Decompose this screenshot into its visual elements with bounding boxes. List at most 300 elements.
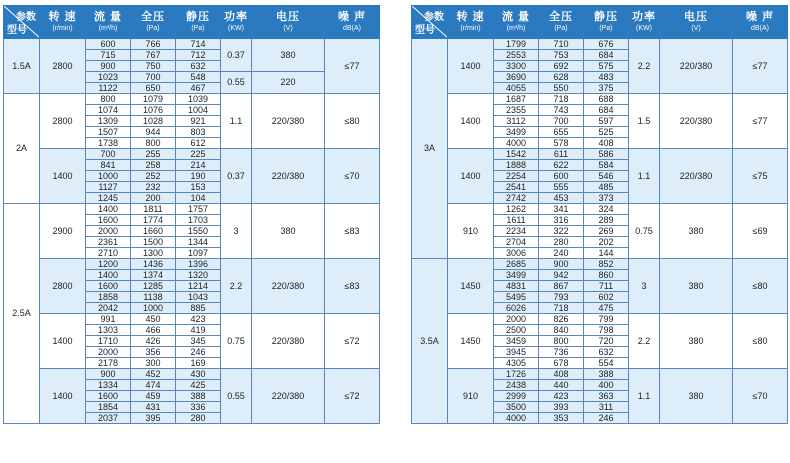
- total-pressure-cell: 550: [539, 83, 584, 94]
- header-total-p-unit: (Pa): [554, 25, 568, 32]
- total-pressure-cell: 1285: [131, 281, 176, 292]
- noise-cell: ≤70: [733, 369, 788, 424]
- total-pressure-cell: 1811: [131, 204, 176, 215]
- static-pressure-cell: 423: [176, 314, 221, 325]
- static-pressure-cell: 714: [176, 39, 221, 50]
- table-row: [412, 94, 788, 105]
- total-pressure-cell: 600: [539, 171, 584, 182]
- left-spec-table: [3, 5, 379, 424]
- static-pressure-cell: 1039: [176, 94, 221, 105]
- static-pressure-cell: 311: [584, 402, 629, 413]
- flow-cell: 2234: [494, 226, 539, 237]
- total-pressure-cell: 1300: [131, 248, 176, 259]
- model-cell: 1.5A: [4, 39, 40, 94]
- flow-cell: 1309: [86, 116, 131, 127]
- header-param-label: 参数: [424, 12, 444, 23]
- noise-cell: ≤72: [325, 369, 380, 424]
- header-noise-cell: [325, 6, 380, 39]
- table-row: [4, 39, 380, 50]
- total-pressure-cell: 1076: [131, 105, 176, 116]
- flow-cell: 2553: [494, 50, 539, 61]
- static-pressure-cell: 860: [584, 270, 629, 281]
- flow-cell: 4000: [494, 138, 539, 149]
- static-pressure-cell: 1043: [176, 292, 221, 303]
- header-static-p-unit: (Pa): [599, 25, 613, 32]
- static-pressure-cell: 375: [584, 83, 629, 94]
- flow-cell: 900: [86, 61, 131, 72]
- voltage-cell: 220/380: [252, 149, 325, 204]
- static-pressure-cell: 202: [584, 237, 629, 248]
- static-pressure-cell: 684: [584, 50, 629, 61]
- total-pressure-cell: 1079: [131, 94, 176, 105]
- static-pressure-cell: 1214: [176, 281, 221, 292]
- total-pressure-cell: 423: [539, 391, 584, 402]
- power-cell: 2.2: [629, 39, 660, 94]
- flow-cell: 1858: [86, 292, 131, 303]
- flow-cell: 1122: [86, 83, 131, 94]
- static-pressure-cell: 345: [176, 336, 221, 347]
- flow-cell: 5495: [494, 292, 539, 303]
- speed-cell: 1450: [448, 314, 494, 369]
- flow-cell: 2000: [494, 314, 539, 325]
- power-cell: 3: [221, 204, 252, 259]
- flow-cell: 991: [86, 314, 131, 325]
- flow-cell: 2042: [86, 303, 131, 314]
- header-total-p-cell: [131, 6, 176, 39]
- total-pressure-cell: 240: [539, 248, 584, 259]
- total-pressure-cell: 578: [539, 138, 584, 149]
- header-noise-label: 噪 声: [337, 11, 367, 23]
- right-spec-table: [411, 5, 787, 424]
- header-model-label: 型号: [415, 25, 435, 36]
- total-pressure-cell: 942: [539, 270, 584, 281]
- power-cell: 1.1: [629, 149, 660, 204]
- total-pressure-cell: 650: [131, 83, 176, 94]
- static-pressure-cell: 852: [584, 259, 629, 270]
- total-pressure-cell: 426: [131, 336, 176, 347]
- total-pressure-cell: 341: [539, 204, 584, 215]
- header-power-cell: [221, 6, 252, 39]
- static-pressure-cell: 467: [176, 83, 221, 94]
- total-pressure-cell: 280: [539, 237, 584, 248]
- static-pressure-cell: 289: [584, 215, 629, 226]
- total-pressure-cell: 1774: [131, 215, 176, 226]
- static-pressure-cell: 688: [584, 94, 629, 105]
- static-pressure-cell: 1396: [176, 259, 221, 270]
- noise-cell: ≤77: [733, 94, 788, 149]
- static-pressure-cell: 799: [584, 314, 629, 325]
- static-pressure-cell: 483: [584, 72, 629, 83]
- flow-cell: 1600: [86, 215, 131, 226]
- static-pressure-cell: 1757: [176, 204, 221, 215]
- flow-cell: 1200: [86, 259, 131, 270]
- header-static-p-label: 静压: [186, 11, 210, 23]
- total-pressure-cell: 1500: [131, 237, 176, 248]
- speed-cell: 1400: [448, 39, 494, 94]
- noise-cell: ≤75: [733, 149, 788, 204]
- header-flow-label: 流 量: [93, 11, 123, 23]
- header-param-model-cell: [4, 6, 40, 39]
- header-row: [412, 6, 788, 39]
- speed-cell: 2800: [40, 39, 86, 94]
- static-pressure-cell: 190: [176, 171, 221, 182]
- power-cell: 1.1: [221, 94, 252, 149]
- flow-cell: 900: [86, 369, 131, 380]
- flow-cell: 2541: [494, 182, 539, 193]
- header-flow-cell: [494, 6, 539, 39]
- static-pressure-cell: 575: [584, 61, 629, 72]
- header-total-p-unit: (Pa): [146, 25, 160, 32]
- voltage-cell: 220/380: [660, 94, 733, 149]
- model-cell: 3A: [412, 39, 448, 259]
- flow-cell: 3112: [494, 116, 539, 127]
- flow-cell: 1303: [86, 325, 131, 336]
- flow-cell: 1738: [86, 138, 131, 149]
- voltage-cell: 380: [252, 204, 325, 259]
- static-pressure-cell: 632: [584, 347, 629, 358]
- static-pressure-cell: 586: [584, 149, 629, 160]
- total-pressure-cell: 300: [131, 358, 176, 369]
- static-pressure-cell: 246: [176, 347, 221, 358]
- voltage-cell: 380: [252, 39, 325, 72]
- static-pressure-cell: 554: [584, 358, 629, 369]
- model-cell: 2.5A: [4, 204, 40, 424]
- flow-cell: 2037: [86, 413, 131, 424]
- static-pressure-cell: 885: [176, 303, 221, 314]
- table-row: [4, 369, 380, 380]
- total-pressure-cell: 258: [131, 160, 176, 171]
- header-noise-unit: dB(A): [751, 25, 769, 32]
- flow-cell: 1245: [86, 193, 131, 204]
- header-static-p-cell: [584, 6, 629, 39]
- static-pressure-cell: 1004: [176, 105, 221, 116]
- static-pressure-cell: 525: [584, 127, 629, 138]
- static-pressure-cell: 798: [584, 325, 629, 336]
- total-pressure-cell: 753: [539, 50, 584, 61]
- header-power-label: 功率: [224, 11, 248, 23]
- speed-cell: 2900: [40, 204, 86, 259]
- flow-cell: 2000: [86, 226, 131, 237]
- static-pressure-cell: 419: [176, 325, 221, 336]
- static-pressure-cell: 548: [176, 72, 221, 83]
- noise-cell: ≤77: [325, 39, 380, 94]
- flow-cell: 3690: [494, 72, 539, 83]
- table-row: [4, 259, 380, 270]
- total-pressure-cell: 474: [131, 380, 176, 391]
- header-flow-cell: [86, 6, 131, 39]
- speed-cell: 910: [448, 204, 494, 259]
- noise-cell: ≤83: [325, 259, 380, 314]
- static-pressure-cell: 720: [584, 336, 629, 347]
- header-power-label: 功率: [632, 11, 656, 23]
- total-pressure-cell: 622: [539, 160, 584, 171]
- static-pressure-cell: 214: [176, 160, 221, 171]
- flow-cell: 1023: [86, 72, 131, 83]
- static-pressure-cell: 711: [584, 281, 629, 292]
- power-cell: 1.1: [629, 369, 660, 424]
- header-speed-unit: (r/min): [460, 25, 481, 32]
- total-pressure-cell: 692: [539, 61, 584, 72]
- static-pressure-cell: 1097: [176, 248, 221, 259]
- voltage-cell: 220/380: [660, 149, 733, 204]
- total-pressure-cell: 628: [539, 72, 584, 83]
- static-pressure-cell: 408: [584, 138, 629, 149]
- static-pressure-cell: 269: [584, 226, 629, 237]
- total-pressure-cell: 840: [539, 325, 584, 336]
- header-static-p-cell: [176, 6, 221, 39]
- static-pressure-cell: 612: [176, 138, 221, 149]
- flow-cell: 3459: [494, 336, 539, 347]
- flow-cell: 700: [86, 149, 131, 160]
- voltage-cell: 220/380: [252, 94, 325, 149]
- power-cell: 0.75: [629, 204, 660, 259]
- total-pressure-cell: 1436: [131, 259, 176, 270]
- table-row: [4, 314, 380, 325]
- static-pressure-cell: 684: [584, 105, 629, 116]
- header-speed-cell: [40, 6, 86, 39]
- static-pressure-cell: 803: [176, 127, 221, 138]
- static-pressure-cell: 602: [584, 292, 629, 303]
- static-pressure-cell: 169: [176, 358, 221, 369]
- flow-cell: 2500: [494, 325, 539, 336]
- total-pressure-cell: 1374: [131, 270, 176, 281]
- static-pressure-cell: 373: [584, 193, 629, 204]
- flow-cell: 4831: [494, 281, 539, 292]
- static-pressure-cell: 1344: [176, 237, 221, 248]
- static-pressure-cell: 225: [176, 149, 221, 160]
- static-pressure-cell: 546: [584, 171, 629, 182]
- header-model-label: 型号: [7, 25, 27, 36]
- voltage-cell: 220/380: [660, 39, 733, 94]
- flow-cell: 2355: [494, 105, 539, 116]
- header-power-unit: (KW): [636, 25, 652, 32]
- speed-cell: 2800: [40, 94, 86, 149]
- flow-cell: 1710: [86, 336, 131, 347]
- header-voltage-label: 电压: [684, 11, 708, 23]
- flow-cell: 3300: [494, 61, 539, 72]
- speed-cell: 910: [448, 369, 494, 424]
- total-pressure-cell: 450: [131, 314, 176, 325]
- static-pressure-cell: 597: [584, 116, 629, 127]
- flow-cell: 1400: [86, 204, 131, 215]
- speed-cell: 1400: [40, 149, 86, 204]
- total-pressure-cell: 718: [539, 303, 584, 314]
- total-pressure-cell: 255: [131, 149, 176, 160]
- header-voltage-label: 电压: [276, 11, 300, 23]
- left-table: [3, 5, 380, 424]
- power-cell: 2.2: [221, 259, 252, 314]
- flow-cell: 600: [86, 39, 131, 50]
- flow-cell: 4000: [494, 413, 539, 424]
- total-pressure-cell: 395: [131, 413, 176, 424]
- table-row: [412, 204, 788, 215]
- static-pressure-cell: 584: [584, 160, 629, 171]
- flow-cell: 1854: [86, 402, 131, 413]
- model-cell: 3.5A: [412, 259, 448, 424]
- flow-cell: 1542: [494, 149, 539, 160]
- noise-cell: ≤69: [733, 204, 788, 259]
- total-pressure-cell: 466: [131, 325, 176, 336]
- static-pressure-cell: 144: [584, 248, 629, 259]
- header-voltage-unit: (V): [691, 25, 701, 32]
- total-pressure-cell: 408: [539, 369, 584, 380]
- header-static-p-unit: (Pa): [191, 25, 205, 32]
- flow-cell: 2438: [494, 380, 539, 391]
- total-pressure-cell: 767: [131, 50, 176, 61]
- table-row: [4, 94, 380, 105]
- total-pressure-cell: 655: [539, 127, 584, 138]
- header-speed-unit: (r/min): [52, 25, 73, 32]
- flow-cell: 2000: [86, 347, 131, 358]
- table-row: [412, 259, 788, 270]
- voltage-cell: 380: [660, 259, 733, 314]
- header-voltage-cell: [660, 6, 733, 39]
- static-pressure-cell: 363: [584, 391, 629, 402]
- total-pressure-cell: 316: [539, 215, 584, 226]
- static-pressure-cell: 485: [584, 182, 629, 193]
- total-pressure-cell: 826: [539, 314, 584, 325]
- header-total-p-cell: [539, 6, 584, 39]
- flow-cell: 2254: [494, 171, 539, 182]
- header-noise-cell: [733, 6, 788, 39]
- flow-cell: 4305: [494, 358, 539, 369]
- flow-cell: 800: [86, 94, 131, 105]
- static-pressure-cell: 280: [176, 413, 221, 424]
- total-pressure-cell: 232: [131, 182, 176, 193]
- total-pressure-cell: 800: [539, 336, 584, 347]
- total-pressure-cell: 459: [131, 391, 176, 402]
- total-pressure-cell: 944: [131, 127, 176, 138]
- flow-cell: 1262: [494, 204, 539, 215]
- flow-cell: 1334: [86, 380, 131, 391]
- header-flow-unit: (m³/h): [98, 25, 118, 32]
- total-pressure-cell: 252: [131, 171, 176, 182]
- total-pressure-cell: 678: [539, 358, 584, 369]
- flow-cell: 1507: [86, 127, 131, 138]
- flow-cell: 2710: [86, 248, 131, 259]
- table-row: [412, 149, 788, 160]
- static-pressure-cell: 475: [584, 303, 629, 314]
- static-pressure-cell: 712: [176, 50, 221, 61]
- total-pressure-cell: 867: [539, 281, 584, 292]
- static-pressure-cell: 104: [176, 193, 221, 204]
- total-pressure-cell: 440: [539, 380, 584, 391]
- flow-cell: 2361: [86, 237, 131, 248]
- static-pressure-cell: 388: [176, 391, 221, 402]
- flow-cell: 3500: [494, 402, 539, 413]
- total-pressure-cell: 800: [131, 138, 176, 149]
- total-pressure-cell: 750: [131, 61, 176, 72]
- noise-cell: ≤77: [733, 39, 788, 94]
- flow-cell: 6026: [494, 303, 539, 314]
- header-total-p-label: 全压: [141, 11, 165, 23]
- total-pressure-cell: 353: [539, 413, 584, 424]
- flow-cell: 1687: [494, 94, 539, 105]
- flow-cell: 2742: [494, 193, 539, 204]
- power-cell: 0.37: [221, 39, 252, 72]
- total-pressure-cell: 1138: [131, 292, 176, 303]
- table-row: [4, 149, 380, 160]
- static-pressure-cell: 324: [584, 204, 629, 215]
- static-pressure-cell: 632: [176, 61, 221, 72]
- flow-cell: 1600: [86, 281, 131, 292]
- power-cell: 3: [629, 259, 660, 314]
- noise-cell: ≤80: [733, 259, 788, 314]
- noise-cell: ≤83: [325, 204, 380, 259]
- header-noise-unit: dB(A): [343, 25, 361, 32]
- header-speed-label: 转 速: [456, 11, 485, 23]
- total-pressure-cell: 200: [131, 193, 176, 204]
- noise-cell: ≤70: [325, 149, 380, 204]
- header-voltage-unit: (V): [283, 25, 293, 32]
- power-cell: 0.55: [221, 369, 252, 424]
- flow-cell: 1799: [494, 39, 539, 50]
- flow-cell: 3006: [494, 248, 539, 259]
- total-pressure-cell: 793: [539, 292, 584, 303]
- flow-cell: 3499: [494, 270, 539, 281]
- total-pressure-cell: 700: [131, 72, 176, 83]
- header-speed-label: 转 速: [48, 11, 77, 23]
- total-pressure-cell: 1028: [131, 116, 176, 127]
- header-row: [4, 6, 380, 39]
- total-pressure-cell: 736: [539, 347, 584, 358]
- speed-cell: 2800: [40, 259, 86, 314]
- flow-cell: 2178: [86, 358, 131, 369]
- flow-cell: 4055: [494, 83, 539, 94]
- static-pressure-cell: 336: [176, 402, 221, 413]
- flow-cell: 1600: [86, 391, 131, 402]
- total-pressure-cell: 766: [131, 39, 176, 50]
- table-row: [412, 314, 788, 325]
- static-pressure-cell: 676: [584, 39, 629, 50]
- total-pressure-cell: 1000: [131, 303, 176, 314]
- header-noise-label: 噪 声: [745, 11, 775, 23]
- total-pressure-cell: 743: [539, 105, 584, 116]
- voltage-cell: 380: [660, 369, 733, 424]
- header-flow-label: 流 量: [501, 11, 531, 23]
- flow-cell: 2704: [494, 237, 539, 248]
- static-pressure-cell: 430: [176, 369, 221, 380]
- total-pressure-cell: 453: [539, 193, 584, 204]
- voltage-cell: 220: [252, 72, 325, 94]
- voltage-cell: 380: [660, 204, 733, 259]
- table-row: [412, 369, 788, 380]
- total-pressure-cell: 710: [539, 39, 584, 50]
- speed-cell: 1400: [448, 149, 494, 204]
- flow-cell: 2999: [494, 391, 539, 402]
- power-cell: 2.2: [629, 314, 660, 369]
- header-power-cell: [629, 6, 660, 39]
- flow-cell: 3945: [494, 347, 539, 358]
- header-static-p-label: 静压: [594, 11, 618, 23]
- static-pressure-cell: 1703: [176, 215, 221, 226]
- speed-cell: 1450: [448, 259, 494, 314]
- header-power-unit: (KW): [228, 25, 244, 32]
- power-cell: 0.37: [221, 149, 252, 204]
- model-cell: 2A: [4, 94, 40, 204]
- header-total-p-label: 全压: [549, 11, 573, 23]
- flow-cell: 2685: [494, 259, 539, 270]
- speed-cell: 1400: [40, 314, 86, 369]
- static-pressure-cell: 246: [584, 413, 629, 424]
- power-cell: 1.5: [629, 94, 660, 149]
- total-pressure-cell: 431: [131, 402, 176, 413]
- voltage-cell: 220/380: [252, 369, 325, 424]
- flow-cell: 1888: [494, 160, 539, 171]
- header-param-model-cell: [412, 6, 448, 39]
- static-pressure-cell: 153: [176, 182, 221, 193]
- static-pressure-cell: 1320: [176, 270, 221, 281]
